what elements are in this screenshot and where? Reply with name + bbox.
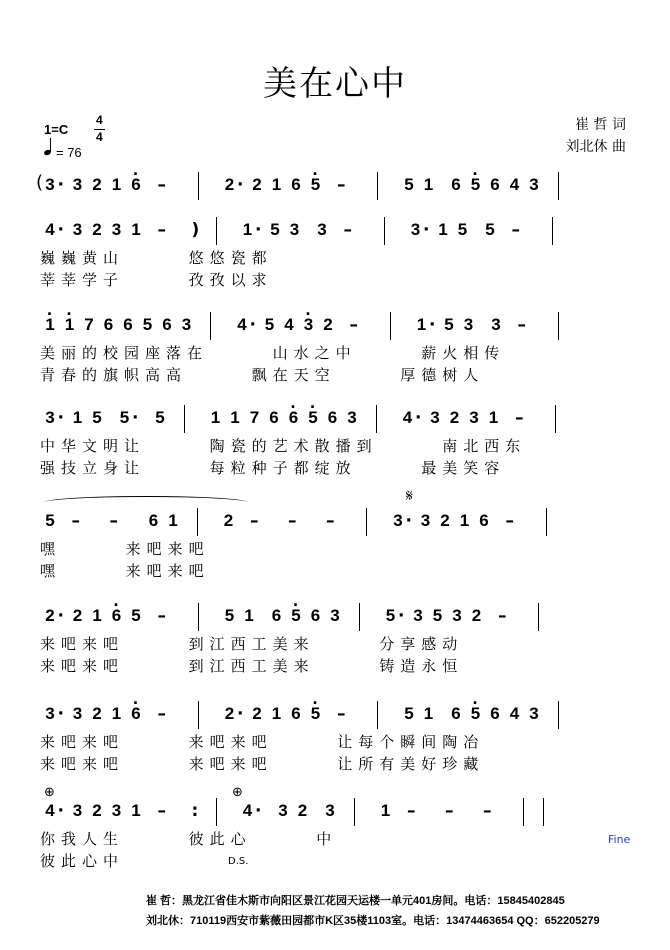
note: 7: [84, 315, 94, 334]
bar-line: [197, 508, 198, 536]
bar-line: [377, 701, 378, 729]
page-title: 美在心中: [263, 64, 407, 104]
note: 2: [471, 606, 482, 625]
lyric-line: 嘿 来吧来吧: [40, 562, 210, 580]
note: 3: [330, 606, 340, 625]
dot-augment: ·: [57, 801, 64, 821]
note: 6: [103, 315, 114, 334]
note: 3: [463, 315, 474, 334]
note: 1: [271, 175, 282, 194]
note: 5: [444, 315, 454, 334]
dash-hold: –: [349, 315, 358, 335]
bar-line: [359, 603, 360, 631]
note: 1: [380, 801, 391, 820]
note: 1: [423, 175, 434, 194]
lyric-line: 中华文明让 陶瓷的艺术散播到 南北西东: [40, 437, 527, 455]
note-line: [40, 174, 632, 200]
score-system: [40, 219, 632, 299]
time-numerator: 4: [96, 113, 103, 127]
note: 3: [72, 704, 83, 723]
dot-augment: ·: [132, 408, 139, 428]
note: 3: [529, 704, 539, 723]
note: 5: [432, 606, 443, 625]
note: 1: [438, 220, 448, 239]
note: 3: [181, 315, 192, 334]
note: · 5: [306, 703, 326, 725]
bar-line: [558, 172, 559, 200]
footer-lyricist-address: 崔 哲：黑龙江省佳木斯市向阳区景江花园天运楼一单元401房间。电话：15845402845: [146, 895, 565, 907]
note: 5: [92, 408, 102, 427]
lyricist-credit: 崔 哲 词: [575, 117, 626, 133]
bar-line: [384, 217, 385, 245]
dash-hold: –: [288, 511, 297, 531]
note: · 6: [284, 407, 304, 429]
bar-line: [538, 603, 539, 631]
note: 3: [413, 606, 423, 625]
note: 6: [123, 315, 133, 334]
dot-augment: ·: [423, 220, 430, 240]
note: 3: [45, 408, 55, 427]
note: 6: [490, 175, 500, 194]
note: 5: [485, 220, 495, 239]
note-line: [40, 407, 632, 433]
lyric-line: 强技立身让 每粒种子都绽放 最美笑容: [40, 459, 506, 477]
bar-line: [198, 603, 199, 631]
dash-hold: –: [483, 801, 492, 821]
lyric-line: 来吧来吧 到江西工美来 铸造永恒: [40, 657, 464, 675]
note: 4: [45, 801, 55, 820]
bar-line: [543, 798, 544, 826]
tempo-mark: = 76: [56, 145, 82, 160]
bar-line: [210, 312, 211, 340]
bar-line: [354, 798, 355, 826]
dash-hold: –: [326, 511, 335, 531]
lyric-line: 美丽的校园座落在 山水之中 薪火相传: [40, 344, 506, 362]
score-system: [40, 800, 632, 880]
bar-line: [558, 701, 559, 729]
bar-line: [390, 312, 391, 340]
closing-paren: ): [191, 220, 200, 240]
dot-augment: ·: [57, 220, 64, 240]
bar-line: [216, 217, 217, 245]
note: 6: [269, 408, 279, 427]
bar-line: [555, 405, 556, 433]
note: 5: [404, 175, 414, 194]
dash-hold: –: [109, 511, 118, 531]
note: 6: [479, 511, 489, 530]
footer-composer-address: 刘北休：710119西安市紫薇田园都市K区35楼1103室。电话：13474463654 QQ：652205279: [146, 915, 600, 927]
note: 3: [72, 175, 83, 194]
dot-augment: ·: [429, 315, 436, 335]
quarter-note-stem-icon: [50, 138, 51, 152]
bar-line: [558, 312, 559, 340]
note: 6: [271, 606, 282, 625]
dash-hold: –: [407, 801, 416, 821]
dash-hold: –: [337, 175, 346, 195]
dash-hold: –: [157, 175, 166, 195]
note: 5: [45, 511, 55, 530]
score-system: [40, 510, 632, 590]
lyric-line: 巍巍黄山 悠悠瓷都: [40, 249, 273, 267]
note: 5: [404, 704, 414, 723]
lyric-line: 来吧来吧 来吧来吧 让每个瞬间陶冶: [40, 733, 485, 751]
dot-augment: ·: [57, 175, 64, 195]
note: 2: [45, 606, 55, 625]
note: 2: [323, 315, 333, 334]
dot-augment: ·: [57, 704, 64, 724]
note-line: [40, 800, 632, 826]
note: 1: [271, 704, 282, 723]
note: 6: [451, 175, 461, 194]
note: 4: [242, 801, 253, 820]
note: 2: [297, 801, 308, 820]
score-system: [40, 605, 632, 685]
dot-augment: ·: [237, 175, 244, 195]
fine-mark: Fine: [608, 833, 631, 846]
note: 6: [490, 704, 500, 723]
note: 2: [252, 704, 262, 723]
note: 5: [224, 606, 235, 625]
dash-hold: –: [157, 801, 166, 821]
note: 5: [270, 220, 280, 239]
score-system: [40, 703, 632, 783]
note: · 5: [306, 174, 326, 196]
note: 3: [347, 408, 357, 427]
note: · 5: [466, 703, 486, 725]
dot-augment: ·: [255, 801, 262, 821]
dot-augment: ·: [415, 408, 422, 428]
segno-sign: 𝄋: [406, 486, 413, 505]
dash-hold: –: [157, 606, 166, 626]
note: 6: [291, 704, 301, 723]
note: 1: [242, 220, 253, 239]
note: 4: [237, 315, 247, 334]
time-denominator: 4: [96, 130, 103, 144]
bar-line: [552, 217, 553, 245]
note: 1: [72, 408, 83, 427]
composer-credit: 刘北休 曲: [565, 139, 626, 155]
dash-hold: –: [498, 606, 507, 626]
note-line: [40, 510, 632, 536]
dot-augment: ·: [57, 408, 64, 428]
note: 3: [317, 220, 327, 239]
bar-line: [366, 508, 367, 536]
lyric-line: 来吧来吧 到江西工美来 分享感动: [40, 635, 464, 653]
note: 2: [92, 175, 102, 194]
bar-line: [198, 172, 199, 200]
note: 3: [278, 801, 288, 820]
note: 6: [291, 175, 301, 194]
lyric-line: 青春的旗帜高高 飘在天空 厚德树人: [40, 366, 485, 384]
dash-hold: –: [445, 801, 454, 821]
ds-mark: D.S.: [228, 856, 249, 867]
note: 3: [111, 220, 122, 239]
note: 2: [224, 704, 235, 723]
coda-sign-1: ⊕: [44, 785, 55, 800]
note: 3: [325, 801, 335, 820]
note: 4: [45, 220, 55, 239]
note: 6: [162, 315, 172, 334]
note: 2: [72, 606, 83, 625]
note: 4: [402, 408, 413, 427]
note: 4: [284, 315, 294, 334]
dash-hold: –: [337, 704, 346, 724]
note: 2: [252, 175, 262, 194]
note-line: [40, 219, 632, 245]
note: 2: [440, 511, 450, 530]
dash-hold: –: [157, 704, 166, 724]
note: 1: [244, 606, 254, 625]
note: 6: [451, 704, 461, 723]
key-signature: 1=C: [44, 122, 69, 137]
note: · 5: [286, 605, 306, 627]
note: 5: [131, 606, 141, 625]
lyric-line: 莘莘学子 孜孜以求: [40, 271, 273, 289]
score-system: [40, 314, 632, 394]
note-line: [40, 605, 632, 631]
note: 6: [310, 606, 321, 625]
dot-augment: ·: [255, 220, 262, 240]
note: 1: [459, 511, 470, 530]
bar-line: [546, 508, 547, 536]
bar-line: [376, 405, 377, 433]
note: 1: [92, 606, 102, 625]
note: 3: [491, 315, 501, 334]
dot-augment: ·: [237, 704, 244, 724]
note: 1: [131, 220, 141, 239]
note: 5: [119, 408, 130, 427]
note: 7: [249, 408, 260, 427]
dot-augment: ·: [405, 511, 412, 531]
bar-line: [198, 701, 199, 729]
dash-hold: –: [250, 511, 259, 531]
note: 1: [488, 408, 499, 427]
note: 3: [420, 511, 431, 530]
note: 5: [457, 220, 468, 239]
note: 2: [223, 511, 234, 530]
dash-hold: –: [157, 220, 166, 240]
note: 5: [142, 315, 153, 334]
note: · 1: [40, 314, 60, 336]
note: 3: [111, 801, 122, 820]
score-system: [40, 407, 632, 487]
phrase-slur: [44, 496, 248, 509]
note-line: [40, 703, 632, 729]
note: 1: [168, 511, 178, 530]
lyric-line: 来吧来吧 来吧来吧 让所有美好珍藏: [40, 755, 485, 773]
note: 3: [72, 801, 83, 820]
note: · 6: [107, 605, 127, 627]
note: 4: [509, 175, 520, 194]
note: 1: [230, 408, 240, 427]
note: · 6: [126, 703, 146, 725]
dot-augment: ·: [57, 606, 64, 626]
note: · 1: [60, 314, 80, 336]
note: · 5: [466, 174, 486, 196]
note: 6: [148, 511, 159, 530]
bar-line: [377, 172, 378, 200]
note: 3: [45, 175, 55, 194]
note: 2: [449, 408, 460, 427]
dash-hold: –: [511, 220, 520, 240]
bar-line: [523, 798, 524, 826]
dot-augment: ·: [249, 315, 256, 335]
coda-sign-2: ⊕: [232, 785, 243, 800]
note: 1: [210, 408, 221, 427]
note: 3: [72, 220, 83, 239]
bar-line: [216, 798, 217, 826]
note: 2: [92, 704, 102, 723]
note: 5: [155, 408, 165, 427]
dot-augment: ·: [398, 606, 405, 626]
note: 3: [529, 175, 539, 194]
note: 2: [92, 220, 102, 239]
dash-hold: –: [505, 511, 514, 531]
note: · 6: [126, 174, 146, 196]
note: 1: [111, 175, 122, 194]
note: 1: [423, 704, 434, 723]
note: · 5: [303, 407, 323, 429]
bar-line: [184, 405, 185, 433]
note: 6: [327, 408, 338, 427]
dash-hold: –: [71, 511, 80, 531]
note: 3: [45, 704, 55, 723]
dash-hold: –: [517, 315, 526, 335]
dash-hold: –: [515, 408, 524, 428]
note: 3: [289, 220, 300, 239]
opening-paren: (: [36, 172, 44, 193]
note: · 3: [299, 314, 319, 336]
note: 4: [509, 704, 520, 723]
note: 3: [469, 408, 479, 427]
note-line: [40, 314, 632, 340]
lyric-line: 嘿 来吧来吧: [40, 540, 210, 558]
lyric-line: 你我人生 彼此心 中: [40, 830, 338, 848]
note: 1: [131, 801, 141, 820]
note: 2: [224, 175, 235, 194]
lyric-line: 彼此心中: [40, 852, 125, 870]
note: 3: [430, 408, 440, 427]
note: 2: [92, 801, 102, 820]
note: 1: [111, 704, 122, 723]
note: 5: [264, 315, 275, 334]
note: 3: [393, 511, 403, 530]
note: 3: [452, 606, 462, 625]
note: 1: [416, 315, 427, 334]
dash-hold: –: [343, 220, 352, 240]
repeat-sign: :: [191, 801, 199, 821]
note: 5: [385, 606, 396, 625]
note: 3: [410, 220, 421, 239]
